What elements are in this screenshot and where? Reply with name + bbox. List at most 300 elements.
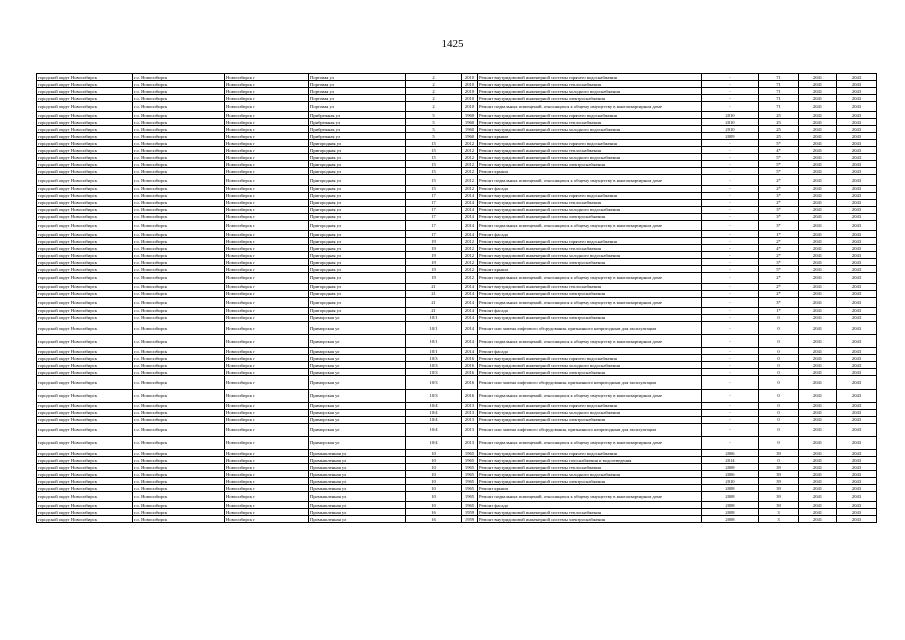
wear-cell: 25 bbox=[759, 112, 799, 119]
street-cell: Прибрежная ул bbox=[309, 119, 406, 126]
plan-end-year-cell: 2043 bbox=[837, 259, 877, 266]
locality-cell: Новосибирск г bbox=[225, 389, 309, 402]
city-cell: г.о. Новосибирск bbox=[133, 220, 225, 230]
work-type-cell: Ремонт внутридомовой инженерной системы электроснабжения bbox=[478, 516, 702, 523]
house-number-cell: 17 bbox=[406, 220, 462, 230]
city-cell: г.о. Новосибирск bbox=[133, 457, 225, 464]
last-repair-year-cell: 2010 bbox=[702, 119, 759, 126]
table-row bbox=[37, 192, 877, 199]
wear-cell: 3* bbox=[759, 220, 799, 230]
street-cell: Приморская ул bbox=[309, 409, 406, 416]
plan-end-year-cell: 2043 bbox=[837, 147, 877, 154]
year-built-cell: 1959 bbox=[462, 516, 478, 523]
table-row bbox=[37, 423, 877, 436]
year-built-cell: 2016 bbox=[462, 376, 478, 389]
street-cell: Приморская ул bbox=[309, 335, 406, 348]
table-row bbox=[37, 168, 877, 175]
locality-cell: Новосибирск г bbox=[225, 154, 309, 161]
wear-cell: 0 bbox=[759, 376, 799, 389]
district-cell: городской округ Новосибирск bbox=[37, 348, 133, 355]
locality-cell: Новосибирск г bbox=[225, 290, 309, 297]
plan-end-year-cell: 2043 bbox=[837, 112, 877, 119]
plan-end-year-cell: 2043 bbox=[837, 362, 877, 369]
city-cell: г.о. Новосибирск bbox=[133, 297, 225, 307]
plan-end-year-cell: 2043 bbox=[837, 185, 877, 192]
last-repair-year-cell: - bbox=[702, 199, 759, 206]
street-cell: Портовая ул bbox=[309, 88, 406, 95]
locality-cell: Новосибирск г bbox=[225, 335, 309, 348]
wear-cell: 2* bbox=[759, 283, 799, 290]
locality-cell: Новосибирск г bbox=[225, 450, 309, 457]
year-built-cell: 2010 bbox=[462, 81, 478, 88]
street-cell: Портовая ул bbox=[309, 81, 406, 88]
district-cell: городской округ Новосибирск bbox=[37, 509, 133, 516]
year-built-cell: 2012 bbox=[462, 161, 478, 168]
table-row bbox=[37, 389, 877, 402]
year-built-cell: 2014 bbox=[462, 297, 478, 307]
city-cell: г.о. Новосибирск bbox=[133, 478, 225, 485]
house-number-cell: 10/3 bbox=[406, 369, 462, 376]
plan-start-year-cell: 2041 bbox=[799, 369, 837, 376]
wear-cell: 0 bbox=[759, 335, 799, 348]
year-built-cell: 2016 bbox=[462, 369, 478, 376]
street-cell: Портовая ул bbox=[309, 95, 406, 102]
house-number-cell: 10 bbox=[406, 485, 462, 492]
last-repair-year-cell: - bbox=[702, 213, 759, 220]
locality-cell: Новосибирск г bbox=[225, 88, 309, 95]
locality-cell: Новосибирск г bbox=[225, 81, 309, 88]
wear-cell: 2* bbox=[759, 175, 799, 185]
street-cell: Пригородная ул bbox=[309, 154, 406, 161]
house-number-cell: 21 bbox=[406, 307, 462, 314]
work-type-cell: Ремонт крыши bbox=[478, 168, 702, 175]
work-type-cell: Ремонт внутридомовой инженерной системы теплоснабжения bbox=[478, 199, 702, 206]
city-cell: г.о. Новосибирск bbox=[133, 450, 225, 457]
plan-start-year-cell: 2041 bbox=[799, 423, 837, 436]
city-cell: г.о. Новосибирск bbox=[133, 409, 225, 416]
year-built-cell: 2014 bbox=[462, 220, 478, 230]
work-type-cell: Ремонт или замена лифтового оборудования, признанного непригодным для эксплуатации bbox=[478, 423, 702, 436]
locality-cell: Новосибирск г bbox=[225, 102, 309, 112]
house-number-cell: 10/4 bbox=[406, 402, 462, 409]
city-cell: г.о. Новосибирск bbox=[133, 273, 225, 283]
table-row bbox=[37, 185, 877, 192]
plan-start-year-cell: 2041 bbox=[799, 259, 837, 266]
plan-end-year-cell: 2043 bbox=[837, 369, 877, 376]
district-cell: городской округ Новосибирск bbox=[37, 266, 133, 273]
street-cell: Промышленная ул bbox=[309, 485, 406, 492]
year-built-cell: 2014 bbox=[462, 321, 478, 334]
year-built-cell: 2012 bbox=[462, 154, 478, 161]
city-cell: г.о. Новосибирск bbox=[133, 402, 225, 409]
plan-end-year-cell: 2043 bbox=[837, 283, 877, 290]
plan-end-year-cell: 2043 bbox=[837, 516, 877, 523]
city-cell: г.о. Новосибирск bbox=[133, 509, 225, 516]
last-repair-year-cell: - bbox=[702, 185, 759, 192]
street-cell: Пригородная ул bbox=[309, 238, 406, 245]
table-row bbox=[37, 502, 877, 509]
plan-start-year-cell: 2041 bbox=[799, 335, 837, 348]
street-cell: Приморская ул bbox=[309, 314, 406, 321]
table-row bbox=[37, 95, 877, 102]
work-type-cell: Ремонт подвальных помещений, относящихся к общему имуществу в многоквартирном доме bbox=[478, 102, 702, 112]
last-repair-year-cell: - bbox=[702, 273, 759, 283]
district-cell: городской округ Новосибирск bbox=[37, 355, 133, 362]
plan-start-year-cell: 2041 bbox=[799, 88, 837, 95]
locality-cell: Новосибирск г bbox=[225, 485, 309, 492]
wear-cell: 25 bbox=[759, 133, 799, 140]
table-row bbox=[37, 335, 877, 348]
last-repair-year-cell: - bbox=[702, 335, 759, 348]
table-row bbox=[37, 416, 877, 423]
plan-end-year-cell: 2043 bbox=[837, 199, 877, 206]
district-cell: городской округ Новосибирск bbox=[37, 464, 133, 471]
year-built-cell: 2010 bbox=[462, 95, 478, 102]
plan-start-year-cell: 2041 bbox=[799, 112, 837, 119]
wear-cell: 39 bbox=[759, 502, 799, 509]
work-type-cell: Ремонт крыши bbox=[478, 133, 702, 140]
table-row bbox=[37, 450, 877, 457]
locality-cell: Новосибирск г bbox=[225, 185, 309, 192]
plan-end-year-cell: 2043 bbox=[837, 220, 877, 230]
street-cell: Промышленная ул bbox=[309, 464, 406, 471]
wear-cell: 39 bbox=[759, 471, 799, 478]
table-row bbox=[37, 297, 877, 307]
city-cell: г.о. Новосибирск bbox=[133, 112, 225, 119]
wear-cell: 71 bbox=[759, 88, 799, 95]
work-type-cell: Ремонт подвальных помещений, относящихся к общему имуществу в многоквартирном доме bbox=[478, 436, 702, 449]
plan-start-year-cell: 2041 bbox=[799, 502, 837, 509]
street-cell: Пригородная ул bbox=[309, 266, 406, 273]
house-number-cell: 19 bbox=[406, 252, 462, 259]
locality-cell: Новосибирск г bbox=[225, 321, 309, 334]
work-type-cell: Ремонт фасада bbox=[478, 307, 702, 314]
year-built-cell: 1965 bbox=[462, 457, 478, 464]
year-built-cell: 2012 bbox=[462, 140, 478, 147]
district-cell: городской округ Новосибирск bbox=[37, 273, 133, 283]
house-number-cell: 10/4 bbox=[406, 436, 462, 449]
house-number-cell: 10/1 bbox=[406, 335, 462, 348]
city-cell: г.о. Новосибирск bbox=[133, 213, 225, 220]
plan-end-year-cell: 2043 bbox=[837, 335, 877, 348]
district-cell: городской округ Новосибирск bbox=[37, 283, 133, 290]
year-built-cell: 2014 bbox=[462, 199, 478, 206]
wear-cell: 1* bbox=[759, 307, 799, 314]
last-repair-year-cell: - bbox=[702, 259, 759, 266]
city-cell: г.о. Новосибирск bbox=[133, 206, 225, 213]
last-repair-year-cell: - bbox=[702, 409, 759, 416]
last-repair-year-cell: - bbox=[702, 355, 759, 362]
plan-end-year-cell: 2043 bbox=[837, 464, 877, 471]
table-row bbox=[37, 355, 877, 362]
street-cell: Приморская ул bbox=[309, 376, 406, 389]
last-repair-year-cell: - bbox=[702, 389, 759, 402]
house-number-cell: 17 bbox=[406, 192, 462, 199]
locality-cell: Новосибирск г bbox=[225, 168, 309, 175]
last-repair-year-cell: - bbox=[702, 175, 759, 185]
table-row bbox=[37, 112, 877, 119]
year-built-cell: 2013 bbox=[462, 436, 478, 449]
street-cell: Портовая ул bbox=[309, 74, 406, 81]
wear-cell: 5* bbox=[759, 266, 799, 273]
wear-cell: 3* bbox=[759, 297, 799, 307]
district-cell: городской округ Новосибирск bbox=[37, 502, 133, 509]
district-cell: городской округ Новосибирск bbox=[37, 423, 133, 436]
plan-start-year-cell: 2041 bbox=[799, 206, 837, 213]
city-cell: г.о. Новосибирск bbox=[133, 436, 225, 449]
locality-cell: Новосибирск г bbox=[225, 112, 309, 119]
street-cell: Пригородная ул bbox=[309, 175, 406, 185]
year-built-cell: 1965 bbox=[462, 450, 478, 457]
year-built-cell: 2012 bbox=[462, 147, 478, 154]
district-cell: городской округ Новосибирск bbox=[37, 471, 133, 478]
year-built-cell: 1965 bbox=[462, 464, 478, 471]
table-row bbox=[37, 369, 877, 376]
district-cell: городской округ Новосибирск bbox=[37, 516, 133, 523]
street-cell: Приморская ул bbox=[309, 362, 406, 369]
table-row bbox=[37, 220, 877, 230]
work-type-cell: Ремонт внутридомовой инженерной системы горячего водоснабжения bbox=[478, 140, 702, 147]
city-cell: г.о. Новосибирск bbox=[133, 252, 225, 259]
plan-start-year-cell: 2041 bbox=[799, 376, 837, 389]
house-number-cell: 10/3 bbox=[406, 362, 462, 369]
last-repair-year-cell: - bbox=[702, 321, 759, 334]
last-repair-year-cell: 2010 bbox=[702, 478, 759, 485]
district-cell: городской округ Новосибирск bbox=[37, 95, 133, 102]
last-repair-year-cell: - bbox=[702, 74, 759, 81]
locality-cell: Новосибирск г bbox=[225, 273, 309, 283]
city-cell: г.о. Новосибирск bbox=[133, 154, 225, 161]
locality-cell: Новосибирск г bbox=[225, 119, 309, 126]
last-repair-year-cell: - bbox=[702, 307, 759, 314]
plan-end-year-cell: 2043 bbox=[837, 74, 877, 81]
last-repair-year-cell: 2008 bbox=[702, 492, 759, 502]
year-built-cell: 2012 bbox=[462, 238, 478, 245]
plan-start-year-cell: 2041 bbox=[799, 307, 837, 314]
district-cell: городской округ Новосибирск bbox=[37, 161, 133, 168]
locality-cell: Новосибирск г bbox=[225, 478, 309, 485]
city-cell: г.о. Новосибирск bbox=[133, 168, 225, 175]
wear-cell: 4* bbox=[759, 245, 799, 252]
house-number-cell: 19 bbox=[406, 273, 462, 283]
district-cell: городской округ Новосибирск bbox=[37, 231, 133, 238]
wear-cell: 0 bbox=[759, 409, 799, 416]
locality-cell: Новосибирск г bbox=[225, 199, 309, 206]
house-number-cell: 10 bbox=[406, 478, 462, 485]
street-cell: Приморская ул bbox=[309, 402, 406, 409]
plan-start-year-cell: 2041 bbox=[799, 348, 837, 355]
city-cell: г.о. Новосибирск bbox=[133, 348, 225, 355]
year-built-cell: 2013 bbox=[462, 402, 478, 409]
locality-cell: Новосибирск г bbox=[225, 409, 309, 416]
work-type-cell: Ремонт внутридомовой инженерной системы электроснабжения bbox=[478, 369, 702, 376]
work-type-cell: Ремонт внутридомовой инженерной системы электроснабжения bbox=[478, 416, 702, 423]
plan-start-year-cell: 2041 bbox=[799, 492, 837, 502]
wear-cell: 2* bbox=[759, 252, 799, 259]
plan-start-year-cell: 2041 bbox=[799, 450, 837, 457]
city-cell: г.о. Новосибирск bbox=[133, 389, 225, 402]
locality-cell: Новосибирск г bbox=[225, 126, 309, 133]
work-type-cell: Ремонт внутридомовой инженерной системы электроснабжения bbox=[478, 259, 702, 266]
locality-cell: Новосибирск г bbox=[225, 283, 309, 290]
work-type-cell: Ремонт внутридомовой инженерной системы горячего водоснабжения bbox=[478, 238, 702, 245]
last-repair-year-cell: - bbox=[702, 147, 759, 154]
city-cell: г.о. Новосибирск bbox=[133, 245, 225, 252]
house-number-cell: 10/1 bbox=[406, 348, 462, 355]
plan-start-year-cell: 2041 bbox=[799, 161, 837, 168]
wear-cell: 39 bbox=[759, 450, 799, 457]
last-repair-year-cell: - bbox=[702, 416, 759, 423]
plan-end-year-cell: 2043 bbox=[837, 314, 877, 321]
wear-cell: 3* bbox=[759, 259, 799, 266]
table-row bbox=[37, 213, 877, 220]
plan-start-year-cell: 2041 bbox=[799, 74, 837, 81]
district-cell: городской округ Новосибирск bbox=[37, 457, 133, 464]
plan-end-year-cell: 2043 bbox=[837, 175, 877, 185]
district-cell: городской округ Новосибирск bbox=[37, 259, 133, 266]
table-row bbox=[37, 126, 877, 133]
district-cell: городской округ Новосибирск bbox=[37, 252, 133, 259]
house-number-cell: 15 bbox=[406, 175, 462, 185]
last-repair-year-cell: - bbox=[702, 231, 759, 238]
plan-end-year-cell: 2043 bbox=[837, 154, 877, 161]
wear-cell: 0 bbox=[759, 362, 799, 369]
locality-cell: Новосибирск г bbox=[225, 297, 309, 307]
plan-start-year-cell: 2041 bbox=[799, 192, 837, 199]
last-repair-year-cell: 2006 bbox=[702, 450, 759, 457]
table-row bbox=[37, 140, 877, 147]
city-cell: г.о. Новосибирск bbox=[133, 140, 225, 147]
wear-cell: 1* bbox=[759, 231, 799, 238]
city-cell: г.о. Новосибирск bbox=[133, 464, 225, 471]
plan-start-year-cell: 2041 bbox=[799, 95, 837, 102]
street-cell: Приморская ул bbox=[309, 423, 406, 436]
table-row bbox=[37, 199, 877, 206]
work-type-cell: Ремонт подвальных помещений, относящихся к общему имуществу в многоквартирном доме bbox=[478, 273, 702, 283]
wear-cell: 39 bbox=[759, 492, 799, 502]
table-row bbox=[37, 409, 877, 416]
district-cell: городской округ Новосибирск bbox=[37, 290, 133, 297]
table-row bbox=[37, 119, 877, 126]
year-built-cell: 1960 bbox=[462, 119, 478, 126]
wear-cell: 39 bbox=[759, 485, 799, 492]
house-number-cell: 5 bbox=[406, 112, 462, 119]
street-cell: Приморская ул bbox=[309, 436, 406, 449]
last-repair-year-cell: 2008 bbox=[702, 464, 759, 471]
plan-start-year-cell: 2041 bbox=[799, 133, 837, 140]
house-number-cell: 5 bbox=[406, 133, 462, 140]
plan-start-year-cell: 2041 bbox=[799, 297, 837, 307]
house-number-cell: 2 bbox=[406, 88, 462, 95]
district-cell: городской округ Новосибирск bbox=[37, 147, 133, 154]
table-row bbox=[37, 307, 877, 314]
district-cell: городской округ Новосибирск bbox=[37, 126, 133, 133]
table-row bbox=[37, 516, 877, 523]
house-number-cell: 15 bbox=[406, 161, 462, 168]
year-built-cell: 2014 bbox=[462, 213, 478, 220]
plan-end-year-cell: 2043 bbox=[837, 416, 877, 423]
year-built-cell: 1960 bbox=[462, 126, 478, 133]
city-cell: г.о. Новосибирск bbox=[133, 126, 225, 133]
street-cell: Пригородная ул bbox=[309, 206, 406, 213]
house-number-cell: 10 bbox=[406, 502, 462, 509]
wear-cell: 0 bbox=[759, 389, 799, 402]
plan-end-year-cell: 2043 bbox=[837, 297, 877, 307]
district-cell: городской округ Новосибирск bbox=[37, 314, 133, 321]
work-type-cell: Ремонт или замена лифтового оборудования, признанного непригодным для эксплуатации bbox=[478, 321, 702, 334]
house-number-cell: 10 bbox=[406, 492, 462, 502]
city-cell: г.о. Новосибирск bbox=[133, 502, 225, 509]
year-built-cell: 2016 bbox=[462, 389, 478, 402]
table-row bbox=[37, 464, 877, 471]
plan-end-year-cell: 2043 bbox=[837, 168, 877, 175]
table-row bbox=[37, 478, 877, 485]
house-number-cell: 10/4 bbox=[406, 416, 462, 423]
house-number-cell: 5 bbox=[406, 126, 462, 133]
street-cell: Прибрежная ул bbox=[309, 126, 406, 133]
work-type-cell: Ремонт внутридомовой инженерной системы горячего водоснабжения bbox=[478, 192, 702, 199]
city-cell: г.о. Новосибирск bbox=[133, 185, 225, 192]
year-built-cell: 2014 bbox=[462, 283, 478, 290]
plan-end-year-cell: 2043 bbox=[837, 266, 877, 273]
last-repair-year-cell: 2008 bbox=[702, 516, 759, 523]
city-cell: г.о. Новосибирск bbox=[133, 161, 225, 168]
locality-cell: Новосибирск г bbox=[225, 502, 309, 509]
house-number-cell: 21 bbox=[406, 297, 462, 307]
plan-end-year-cell: 2043 bbox=[837, 88, 877, 95]
work-type-cell: Ремонт внутридомовой инженерной системы электроснабжения bbox=[478, 314, 702, 321]
work-type-cell: Ремонт подвальных помещений, относящихся к общему имуществу в многоквартирном доме bbox=[478, 297, 702, 307]
district-cell: городской округ Новосибирск bbox=[37, 133, 133, 140]
plan-end-year-cell: 2043 bbox=[837, 321, 877, 334]
house-number-cell: 15 bbox=[406, 140, 462, 147]
district-cell: городской округ Новосибирск bbox=[37, 436, 133, 449]
district-cell: городской округ Новосибирск bbox=[37, 102, 133, 112]
city-cell: г.о. Новосибирск bbox=[133, 81, 225, 88]
plan-end-year-cell: 2043 bbox=[837, 102, 877, 112]
city-cell: г.о. Новосибирск bbox=[133, 492, 225, 502]
city-cell: г.о. Новосибирск bbox=[133, 369, 225, 376]
street-cell: Пригородная ул bbox=[309, 231, 406, 238]
last-repair-year-cell: - bbox=[702, 192, 759, 199]
last-repair-year-cell: - bbox=[702, 283, 759, 290]
city-cell: г.о. Новосибирск bbox=[133, 485, 225, 492]
house-number-cell: 15 bbox=[406, 147, 462, 154]
table-row bbox=[37, 81, 877, 88]
house-number-cell: 10/4 bbox=[406, 409, 462, 416]
wear-cell: 3* bbox=[759, 213, 799, 220]
work-type-cell: Ремонт внутридомовой инженерной системы теплоснабжения bbox=[478, 509, 702, 516]
city-cell: г.о. Новосибирск bbox=[133, 147, 225, 154]
work-type-cell: Ремонт внутридомовой инженерной системы холодного водоснабжения bbox=[478, 154, 702, 161]
house-number-cell: 10/1 bbox=[406, 321, 462, 334]
year-built-cell: 1965 bbox=[462, 485, 478, 492]
year-built-cell: 1965 bbox=[462, 492, 478, 502]
city-cell: г.о. Новосибирск bbox=[133, 516, 225, 523]
plan-end-year-cell: 2043 bbox=[837, 457, 877, 464]
street-cell: Промышленная ул bbox=[309, 502, 406, 509]
last-repair-year-cell: - bbox=[702, 206, 759, 213]
plan-start-year-cell: 2041 bbox=[799, 213, 837, 220]
district-cell: городской округ Новосибирск bbox=[37, 335, 133, 348]
last-repair-year-cell: - bbox=[702, 102, 759, 112]
city-cell: г.о. Новосибирск bbox=[133, 95, 225, 102]
house-number-cell: 21 bbox=[406, 290, 462, 297]
city-cell: г.о. Новосибирск bbox=[133, 238, 225, 245]
plan-end-year-cell: 2043 bbox=[837, 423, 877, 436]
work-type-cell: Ремонт внутридомовой инженерной системы теплоснабжения bbox=[478, 147, 702, 154]
wear-cell: 0 bbox=[759, 402, 799, 409]
